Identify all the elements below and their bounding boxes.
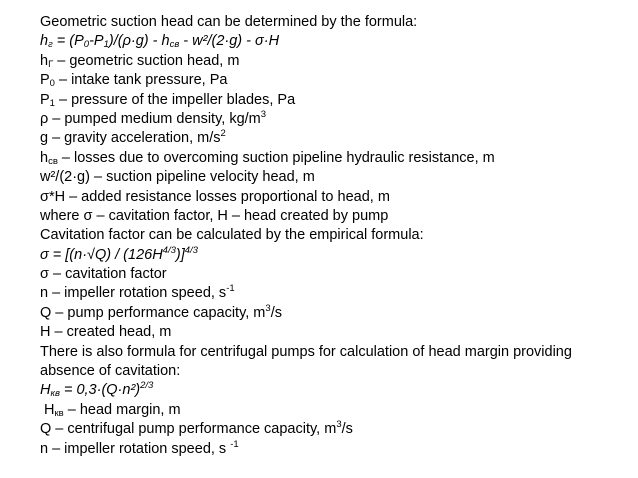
def-rho: ρ – pumped medium density, $kg/m^3$ — [40, 108, 267, 127]
def-n-rotation: n – impeller rotation speed, s $^{-1}$ — [40, 438, 239, 457]
def-hg: $h_Г$ – geometric suction head, m — [40, 52, 240, 70]
slide-text — [40, 13, 630, 459]
def-sigma-and-h: where σ – cavitation factor, H – head created by pump — [40, 207, 389, 224]
def-hsv: $h_{св}$ – losses due to overcoming suction pipeline hydraulic resistance, m — [40, 149, 495, 167]
def-h: H – created head, m — [40, 324, 172, 341]
def-g: g – gravity acceleration, $m/s^2$ — [40, 128, 226, 147]
intro-head-margin: There is also formula for centrifugal pumps for calculation of head margin providing absence of cavitation: — [40, 343, 572, 380]
def-n: n – impeller rotation speed, $s^{-1}$ — [40, 283, 235, 302]
intro-geometric-head: Geometric suction head can be determined by the formula: — [40, 14, 418, 30]
def-q: Q – pump performance capacity, $m^3/s$ — [40, 302, 282, 321]
formula-geometric-suction-head: $h_г = (P_0-P_1)/(\rho\cdot g) - h_{св} - w^2/(2\cdot g) - \sigma\cdot H$ — [40, 33, 280, 51]
formula-cavitation-factor: $\sigma = [(n\cdot√Q) / (126H^{4/3})]^{4/3}$ — [40, 244, 198, 263]
intro-cavitation-factor: Cavitation factor can be calculated by the empirical formula: — [40, 227, 424, 244]
def-q-centrifugal: Q – centrifugal pump performance capacity, $m^3/s$ — [40, 419, 353, 438]
formula-head-margin: $H_{кв} = 0,3\cdot(Q\cdot n^2)^{2/3}$ — [40, 380, 154, 400]
def-hkv: $H_{кв}$ – head margin, m — [40, 401, 181, 419]
def-velocity-head: w²/(2·g) – suction pipeline velocity head, m — [40, 169, 315, 186]
def-p1: $P_1$ – pressure of the impeller blades, Pa — [40, 91, 296, 109]
def-sigma-h: σ*H – added resistance losses proportional to head, m — [40, 188, 390, 205]
def-sigma: σ – cavitation factor — [40, 266, 167, 283]
def-p0: $P_0$ – intake tank pressure, Pa — [40, 72, 228, 90]
